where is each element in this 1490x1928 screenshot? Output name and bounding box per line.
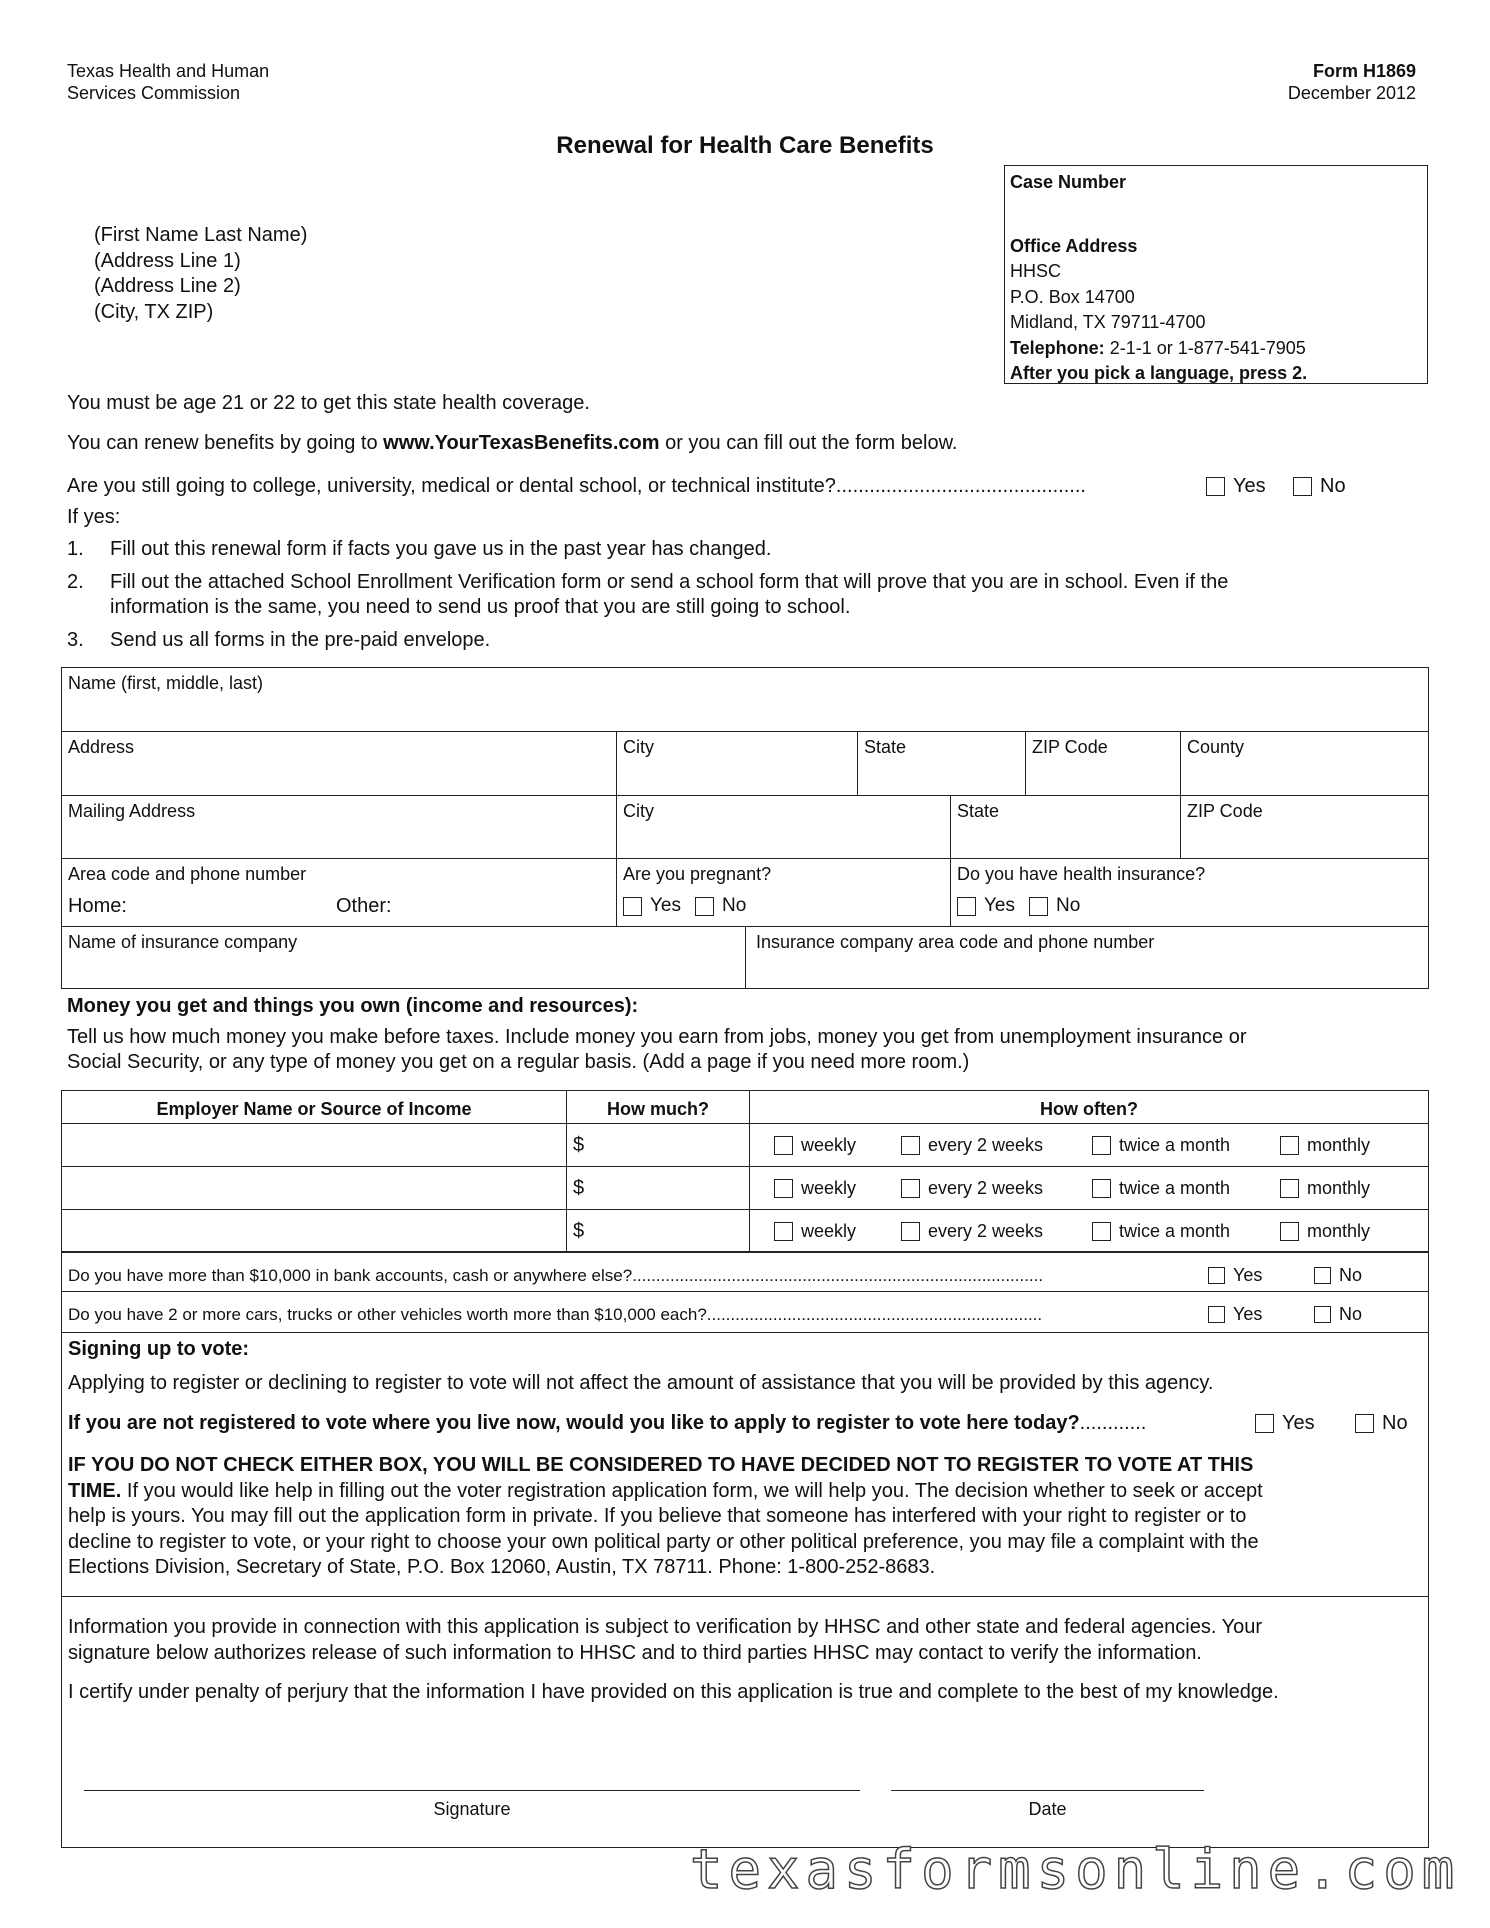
form-id: Form H1869 December 2012 xyxy=(1287,61,1416,103)
cars-no-option[interactable]: No xyxy=(1314,1304,1362,1325)
twice-a-month-checkbox[interactable] xyxy=(1092,1179,1111,1198)
monthly-checkbox[interactable] xyxy=(1280,1136,1299,1155)
frequency-options xyxy=(750,1210,1428,1252)
freq-weekly[interactable]: weekly xyxy=(774,1220,856,1242)
income-heading: Money you get and things you own (income and resources): xyxy=(67,995,639,1017)
pregnant-yes-checkbox[interactable] xyxy=(623,897,642,916)
freq-twice-a-month[interactable]: twice a month xyxy=(1092,1134,1230,1156)
freq-monthly[interactable]: monthly xyxy=(1280,1220,1370,1242)
cars-yes-option[interactable]: Yes xyxy=(1208,1304,1262,1325)
pregnant-yes-option[interactable]: Yes xyxy=(623,895,681,917)
bank-no-option[interactable]: No xyxy=(1314,1265,1362,1286)
pregnant-no-checkbox[interactable] xyxy=(695,897,714,916)
benefits-link[interactable]: www.YourTexasBenefits.com xyxy=(383,432,660,454)
signature-label: Signature xyxy=(433,1799,511,1819)
every-2-weeks-checkbox[interactable] xyxy=(901,1179,920,1198)
cars-question: Do you have 2 or more cars, trucks or other vehicles worth more than $10,000 each?....................................................................... xyxy=(68,1305,1043,1324)
vote-note: Applying to register or declining to register to vote will not affect the amount of assistance that you will be provided by this agency. xyxy=(68,1372,1214,1394)
pregnant-no-option[interactable]: No xyxy=(695,895,746,917)
vote-no-option[interactable]: No xyxy=(1355,1411,1408,1436)
insurance-phone-field[interactable]: Insurance company area code and phone number xyxy=(756,932,1155,952)
cars-question-row xyxy=(62,1292,1428,1332)
cars-yes-checkbox[interactable] xyxy=(1208,1306,1225,1323)
table-row xyxy=(62,1124,1428,1167)
frequency-options xyxy=(750,1167,1428,1209)
college-yes-checkbox[interactable] xyxy=(1206,477,1225,496)
personal-info-table xyxy=(61,667,1429,989)
if-yes-label: If yes: xyxy=(67,506,121,528)
income-table xyxy=(61,1090,1429,1252)
insurance-yes-checkbox[interactable] xyxy=(957,897,976,916)
bank-question-row xyxy=(62,1252,1428,1292)
bank-no-checkbox[interactable] xyxy=(1314,1267,1331,1284)
every-2-weeks-checkbox[interactable] xyxy=(901,1136,920,1155)
site-watermark: texasformsonline.com xyxy=(690,1838,1461,1901)
zip-field[interactable]: ZIP Code xyxy=(1026,732,1181,795)
date-label: Date xyxy=(1028,1799,1067,1819)
address-field[interactable]: Address xyxy=(62,732,617,795)
step-3: 3. Send us all forms in the pre-paid envelope. xyxy=(67,629,491,651)
freq-monthly[interactable]: monthly xyxy=(1280,1177,1370,1199)
every-2-weeks-checkbox[interactable] xyxy=(901,1222,920,1241)
freq-monthly[interactable]: monthly xyxy=(1280,1134,1370,1156)
income-amount-input[interactable]: $ xyxy=(567,1124,750,1166)
state-field[interactable]: State xyxy=(858,732,1026,795)
mailing-address-field[interactable]: Mailing Address xyxy=(62,796,617,858)
income-amount-input[interactable]: $ xyxy=(567,1210,750,1252)
vote-section xyxy=(62,1332,1428,1597)
other-phone-label[interactable]: Other: xyxy=(336,895,392,917)
college-yes-option[interactable]: Yes xyxy=(1206,474,1266,503)
weekly-checkbox[interactable] xyxy=(774,1179,793,1198)
frequency-column-header: How often? xyxy=(1040,1099,1138,1119)
frequency-options xyxy=(750,1124,1428,1166)
income-amount-input[interactable]: $ xyxy=(567,1167,750,1209)
insurance-no-checkbox[interactable] xyxy=(1029,897,1048,916)
vote-warning: IF YOU DO NOT CHECK EITHER BOX, YOU WILL BE CONSIDERED TO HAVE DECIDED NOT TO REGISTER TO VOTE AT THIS TIME. If you would like help in filling out the voter registration application form, we will help you. The decision whether to seek or accept help is yours. You may fill out the application form in private. If you believe that someone has interfered with your right to register or to decline to register to vote, or your right to choose your own political party or other political preference, you may file a complaint with the Elections Division, Secretary of State, P.O. Box 12060, Austin, TX 78711. Phone: 1-800-252-8683. xyxy=(68,1454,1263,1578)
date-line[interactable] xyxy=(891,1790,1204,1791)
cars-no-checkbox[interactable] xyxy=(1314,1306,1331,1323)
vote-yes-checkbox[interactable] xyxy=(1255,1414,1274,1433)
pregnant-field: Are you pregnant? Yes No xyxy=(617,859,951,926)
mailing-city-field[interactable]: City xyxy=(617,796,951,858)
recipient-address: (First Name Last Name) (Address Line 1) (Address Line 2) (City, TX ZIP) xyxy=(94,224,308,323)
insurance-company-field[interactable]: Name of insurance company xyxy=(62,927,746,989)
weekly-checkbox[interactable] xyxy=(774,1222,793,1241)
bank-yes-checkbox[interactable] xyxy=(1208,1267,1225,1284)
college-no-checkbox[interactable] xyxy=(1293,477,1312,496)
vote-heading: Signing up to vote: xyxy=(68,1338,250,1360)
renew-note: You can renew benefits by going to www.YourTexasBenefits.com or you can fill out the form below. xyxy=(67,432,958,454)
freq-every-2-weeks[interactable]: every 2 weeks xyxy=(901,1177,1043,1199)
vote-no-checkbox[interactable] xyxy=(1355,1414,1374,1433)
income-source-input[interactable] xyxy=(62,1167,567,1209)
step-1: 1. Fill out this renewal form if facts you gave us in the past year has changed. xyxy=(67,538,772,560)
mailing-state-field[interactable]: State xyxy=(951,796,1181,858)
certification-text: Information you provide in connection with this application is subject to verification by HHSC and other state and federal agencies. Your signature below authorizes release of such information to HHSC and to third parties HHSC may contact to verify the information. I certify under penalty of perjury that the information I have provided on this application is true and complete to the best of my knowledge. xyxy=(68,1616,1279,1703)
agency-name: Texas Health and Human Services Commission xyxy=(67,61,270,103)
source-column-header: Employer Name or Source of Income xyxy=(62,1091,567,1123)
college-question: Are you still going to college, university, medical or dental school, or technical institute?............................................. xyxy=(67,475,1086,497)
twice-a-month-checkbox[interactable] xyxy=(1092,1136,1111,1155)
freq-twice-a-month[interactable]: twice a month xyxy=(1092,1177,1230,1199)
phone-field: Area code and phone number Home: Other: xyxy=(62,859,617,926)
college-no-option[interactable]: No xyxy=(1293,474,1346,503)
income-description: Tell us how much money you make before taxes. Include money you earn from jobs, money you get from unemployment insurance or Social Security, or any type of money you get on a regular basis. (Add a page if you need more room.) xyxy=(67,1026,1247,1073)
age-note: You must be age 21 or 22 to get this state health coverage. xyxy=(67,392,590,414)
name-field[interactable]: Name (first, middle, last) xyxy=(68,673,264,693)
income-source-input[interactable] xyxy=(62,1210,567,1252)
insurance-yes-option[interactable]: Yes xyxy=(957,895,1015,917)
county-field[interactable]: County xyxy=(1187,737,1245,757)
income-source-input[interactable] xyxy=(62,1124,567,1166)
monthly-checkbox[interactable] xyxy=(1280,1222,1299,1241)
signature-line[interactable] xyxy=(84,1790,860,1791)
weekly-checkbox[interactable] xyxy=(774,1136,793,1155)
city-field[interactable]: City xyxy=(617,732,858,795)
freq-every-2-weeks[interactable]: every 2 weeks xyxy=(901,1134,1043,1156)
bank-yes-option[interactable]: Yes xyxy=(1208,1265,1262,1286)
twice-a-month-checkbox[interactable] xyxy=(1092,1222,1111,1241)
step-2: 2. Fill out the attached School Enrollment Verification form or send a school form that will prove that you are in school. Even if the information is the same, you need to send us proof that you are still going to school. xyxy=(67,571,1229,618)
monthly-checkbox[interactable] xyxy=(1280,1179,1299,1198)
case-info-box: Case Number Office Address HHSC P.O. Box 14700 Midland, TX 79711-4700 Telephone: 2-1-1 or 1-877-541-7905 After you pick a language, press 2. xyxy=(1004,165,1428,384)
table-row xyxy=(62,1210,1428,1252)
vote-yes-option[interactable]: Yes xyxy=(1255,1411,1315,1436)
home-phone-label[interactable]: Home: xyxy=(68,895,127,917)
mailing-zip-field[interactable]: ZIP Code xyxy=(1187,801,1263,821)
freq-weekly[interactable]: weekly xyxy=(774,1177,856,1199)
insurance-no-option[interactable]: No xyxy=(1029,895,1080,917)
health-insurance-field: Do you have health insurance? Yes No xyxy=(957,864,1206,916)
page-title: Renewal for Health Care Benefits xyxy=(556,132,934,159)
vote-question: If you are not registered to vote where you live now, would you like to apply to register to vote here today?............ xyxy=(68,1412,1147,1434)
bank-question: Do you have more than $10,000 in bank accounts, cash or anywhere else?....................................................................................... xyxy=(68,1266,1044,1285)
table-row xyxy=(62,1167,1428,1210)
freq-every-2-weeks[interactable]: every 2 weeks xyxy=(901,1220,1043,1242)
freq-twice-a-month[interactable]: twice a month xyxy=(1092,1220,1230,1242)
resources-vote-signature-box xyxy=(61,1252,1429,1848)
freq-weekly[interactable]: weekly xyxy=(774,1134,856,1156)
amount-column-header: How much? xyxy=(567,1091,750,1123)
